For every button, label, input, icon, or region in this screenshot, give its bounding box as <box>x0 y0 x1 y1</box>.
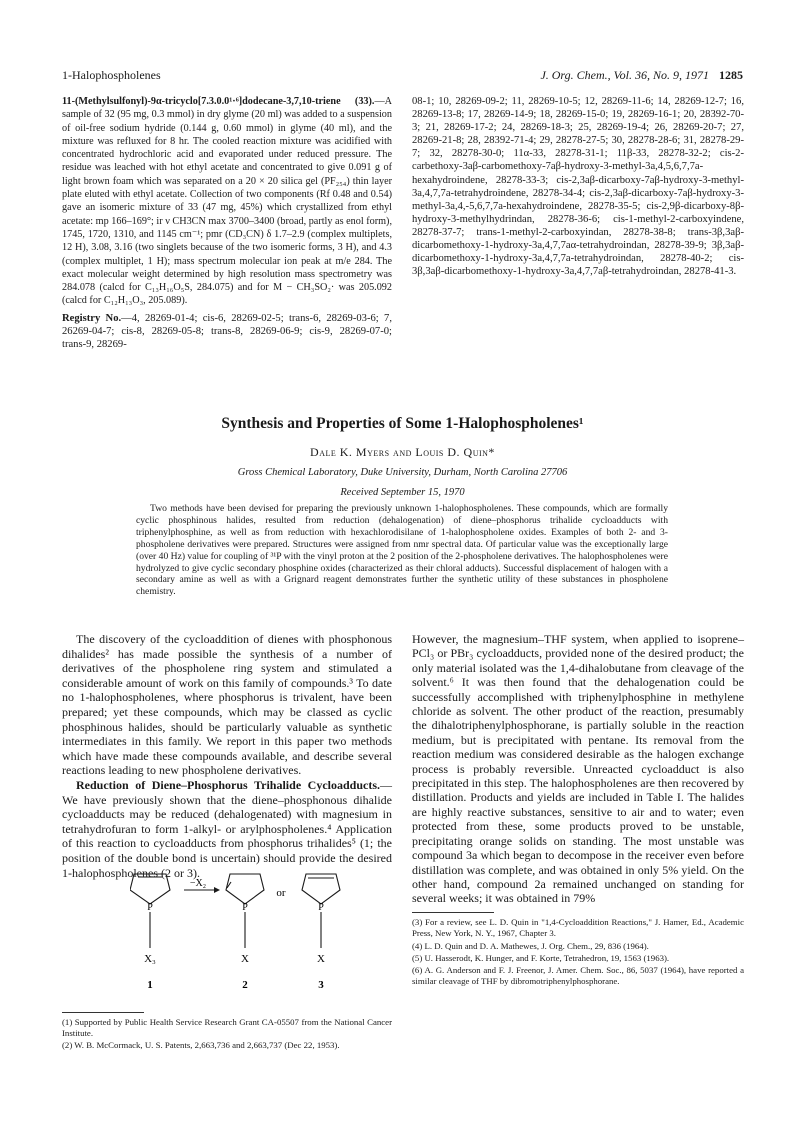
registry-numbers: —4, 28269-01-4; cis-6, 28269-02-5; trans-6, 28269-03-6; 7, 26269-04-7; cis-8, 28269-05-8; trans-8, 28269-06-9; cis-9, 28269-07-0; trans-9, 28269- <box>62 312 392 350</box>
or-label: or <box>276 887 286 899</box>
registry-paragraph <box>62 312 392 351</box>
experimental-text: —A sample of 32 (95 mg, 0.3 mmol) in dry glyme (20 ml) was added to a suspension of oil-free sodium hydride (0.144 g, 0.60 mmol) in glyme (40 ml), and the mixture was refluxed for 8 hr. The cooled reaction mixture was acidified with concentrated hydrochloric acid and evaporated under reduced pressure. The residue was leached with hot ethyl acetate and concentrated to give 0.091 g of light brown foam which was separated on a 20 × 20 silica gel (PF₂₅₄) thin layer plate eluted with ethyl acetate. Collection of two components (Rf 0.48 and 0.54) gave an isomeric mixture of 33 (47 mg, 45%) which crystallized from ethyl acetate: mp 166–169°; ir ν CH3CN max 3700–3400 (broad, partly as enol form), 1745, 1720, 1310, and 1145 cm⁻¹; pmr (CD₃CN) δ 1.7–2.9 (complex multiplets, 12 H), 3.08, 3.16 (two singlets because of the two isomeric forms, 3 H), and 4.3 (complex multiplet, 1 H); mass spectrum molecular ion peak at m/e 284. The exact molecular weight determined by high resolution mass spectrometry was 284.078 (calcd for C₁₃H₁₆O₅S, 284.075) and for M − CH₃SO₂· was 205.092 (calcd for C₁₂H₁₃O₃, 205.089). <box>62 96 392 307</box>
compound-number-2: 2 <box>242 979 248 991</box>
substituent-3: X <box>317 953 325 965</box>
top-right-column <box>412 95 744 278</box>
body-right-paragraph: However, the magnesium–THF system, when applied to isoprene–PCl₃ or PBr₃ cycloadducts, provided none of the desired product; the only material isolated was the 1,4-dihalobutane from cleavage of the solvent.⁶ It was then found that the dehalogenation could be successfully accomplished with triphenylphosphine in methylene chloride as solvent. The other product of the reaction, presumably the dihalotriphenylphosphorane, is partially soluble in the reaction medium, but is precipitated with pentane. Its removal from the reaction medium was considered desirable as the halogen exchange process is probably reversible. Unreacted cycloadduct is also precipitated in this step. The halophospholenes are then recovered by distillation. Products and yields are included in Table I. The halides are highly reactive substances, sensitive to air and to water; even protected from these, some products proved to be unstable, precipitating orange solids on standing. The most unstable was compound 3a which began to decompose in the receiver even before distillation was complete, and was obtained in only 5% yield. On the other hand, compound 2a remained unchanged on standing for several weeks; it was obtained in 79% <box>412 632 744 906</box>
registry-label: Registry No. <box>62 312 122 324</box>
experimental-paragraph <box>62 95 392 308</box>
footnotes-left <box>62 1017 392 1052</box>
abstract-text: Two methods have been devised for preparing the previously unknown 1-halophospholenes. These compounds, which are formally cyclic phosphinous halides, resulted from reduction (dehalogenation) of diene–phosphorus trihalide cycloadducts with triphenylphosphine, as well as from reduction with hexachlorodisilane of 1-halophospholene oxides. Examples of both 2- and 3-phospholene derivatives were prepared. Structures were assigned from nmr spectral data. Of particular value was the exceptionally large (over 40 Hz) value for coupling of ³¹P with the vinyl proton at the 2 position of the 2-phospholene derivatives. The halophospholenes were hydrolyzed to give cyclic secondary phosphine oxides (characterized as their chloral adducts). Successful displacement of halogen with a secondary amine as well as with a Grignard reagent demonstrates further the synthetic utility of these substances in phospholene chemistry. <box>136 503 668 598</box>
compound-heading: 11-(Methylsulfonyl)-9α-tricyclo[7.3.0.0¹·⁶]dodecane-3,7,10-triene (33). <box>62 96 375 107</box>
footnote: (6) A. G. Anderson and F. J. Freenor, J. Amer. Chem. Soc., 86, 5037 (1964), have reported a similar cleavage of THF by dibromotriphenylphosphorane. <box>412 965 744 987</box>
footnote-rule-right <box>412 912 494 913</box>
journal-name: J. Org. Chem., Vol. 36, No. 9, 1971 <box>540 68 709 82</box>
article-affiliation: Gross Chemical Laboratory, Duke University, Durham, North Carolina 27706 <box>237 467 568 478</box>
p-label-2: P <box>242 902 248 913</box>
reaction-scheme <box>130 866 370 1002</box>
footnotes-right <box>412 917 744 989</box>
top-left-column <box>62 95 392 351</box>
article-authors: Dale K. Myers and Louis D. Quin* <box>310 445 495 459</box>
body-right-column <box>412 632 744 906</box>
section-heading: Reduction of Diene–Phosphorus Trihalide Cycloadducts. <box>76 777 380 792</box>
running-title: 1-Halophospholenes <box>62 68 161 82</box>
body-left-column <box>62 632 392 880</box>
compound-number-3: 3 <box>318 979 324 991</box>
article-title: Synthesis and Properties of Some 1-Halophospholenes¹ <box>221 415 584 432</box>
p-label-3: P <box>318 902 324 913</box>
footnote: (4) L. D. Quin and D. A. Mathewes, J. Org. Chem., 29, 836 (1964). <box>412 940 649 951</box>
footnote: (2) W. B. McCormack, U. S. Patents, 2,663,736 and 2,663,737 (Dec 22, 1953). <box>62 1040 340 1050</box>
p-label-1: P <box>147 902 153 913</box>
intro-paragraph: The discovery of the cycloaddition of dienes with phosphonous dihalides² has made possible the synthesis of a number of derivatives of the phospholene ring system and stimulated a considerable amount of work on this family of compounds.³ To date no 1-halophospholenes, where phosphorus is trivalent, have been prepared; yet these compounds, which may be classed as cyclic phosphinous halides, should be particularly valuable as synthetic intermediates in this family. We report in this paper two methods which have made these compounds available, and describe several reactions leading to new phospholene derivatives. <box>62 632 392 778</box>
article-title-block <box>62 415 743 498</box>
abstract <box>136 503 668 598</box>
section-paragraph <box>62 778 392 880</box>
received-date: Received September 15, 1970 <box>340 487 465 498</box>
footnote: (1) Supported by Public Health Service Research Grant CA-05507 from the National Cancer Institute. <box>62 1017 392 1038</box>
reagent-label: −X₂ <box>189 878 207 889</box>
section-text: —We have previously shown that the diene–phosphonous dihalide cycloadducts may be reduced (dehalogenated) with magnesium in tetrahydrofuran to form 1-alkyl- or arylphospholenes.⁴ Application of this reaction to cycloadducts from phosphorus trihalides⁵ (1; the position of the double bond is uncertain) should provide the desired 1-halophospholenes (2 or 3). <box>62 777 392 880</box>
substituent-2: X <box>241 953 249 965</box>
page-number: 1285 <box>719 68 743 82</box>
footnote: (5) U. Hasserodt, K. Hunger, and F. Korte, Tetrahedron, 19, 1563 (1963). <box>412 952 670 963</box>
journal-citation <box>540 68 743 83</box>
arrow-head <box>214 887 220 893</box>
page-header <box>62 68 743 86</box>
compound-number-1: 1 <box>147 979 153 991</box>
registry-continued: 08-1; 10, 28269-09-2; 11, 28269-10-5; 12, 28269-11-6; 14, 28269-12-7; 16, 28269-13-8; 17, 28269-14-9; 18, 28269-15-0; 19, 28269-16-1; 20, 28392-70-3; 21, 28269-17-2; 24, 28269-18-3; 25, 28269-19-4; 26, 28269-20-7; 27, 28269-21-8; 28, 28392-71-4; 29, 28278-27-5; 30, 28278-28-6; 31, 28278-29-7; 32, 28278-30-0; 11α-33, 28278-31-1; 11β-33, 28278-32-2; cis-2-carbethoxy-3aβ-carbomethoxy-7aβ-hydroxy-3-methyl-3a,4,5,6,7,7a-hexahydroindene, 28278-33-3; cis-2,3aβ-dicarboxy-7aβ-hydroxy-3-methyl-3a,4,7,7a-tetrahydroindene, 28278-34-4; cis-2,3aβ-dicarboxy-7aβ-hydroxy-3-methyl-3a,4,-5,6,7,7a-hexahydroindene, 28278-35-5; cis-2,9β-dicarboxy-8β-hydroxy-3-methylhydrindan, 28278-36-6; cis-1-methyl-2-carboxyindene, 28278-37-7; trans-1-methyl-2-carboxyindan, 28278-38-8; trans-3β,3aβ-dicarbomethoxy-1-hydroxy-3a,4,7,7aα-tetrahydroindan, 28278-39-9; 3β,3aβ-dicarbomethoxy-1-hydroxy-3a,4,7,7a-tetrahydroindan, 28278-40-2; cis-3β,3aβ-dicarbomethoxy-1-hydroxy-3a,4,7,7aβ-tetrahydroindan, 28278-41-3. <box>412 96 744 278</box>
footnote: (3) For a review, see L. D. Quin in "1,4-Cycloaddition Reactions," J. Hamer, Ed., Academic Press, New York, N. Y., 1967, Chapter 3. <box>412 917 744 939</box>
substituent-1: X₃ <box>144 953 156 965</box>
footnote-rule-left <box>62 1012 144 1013</box>
